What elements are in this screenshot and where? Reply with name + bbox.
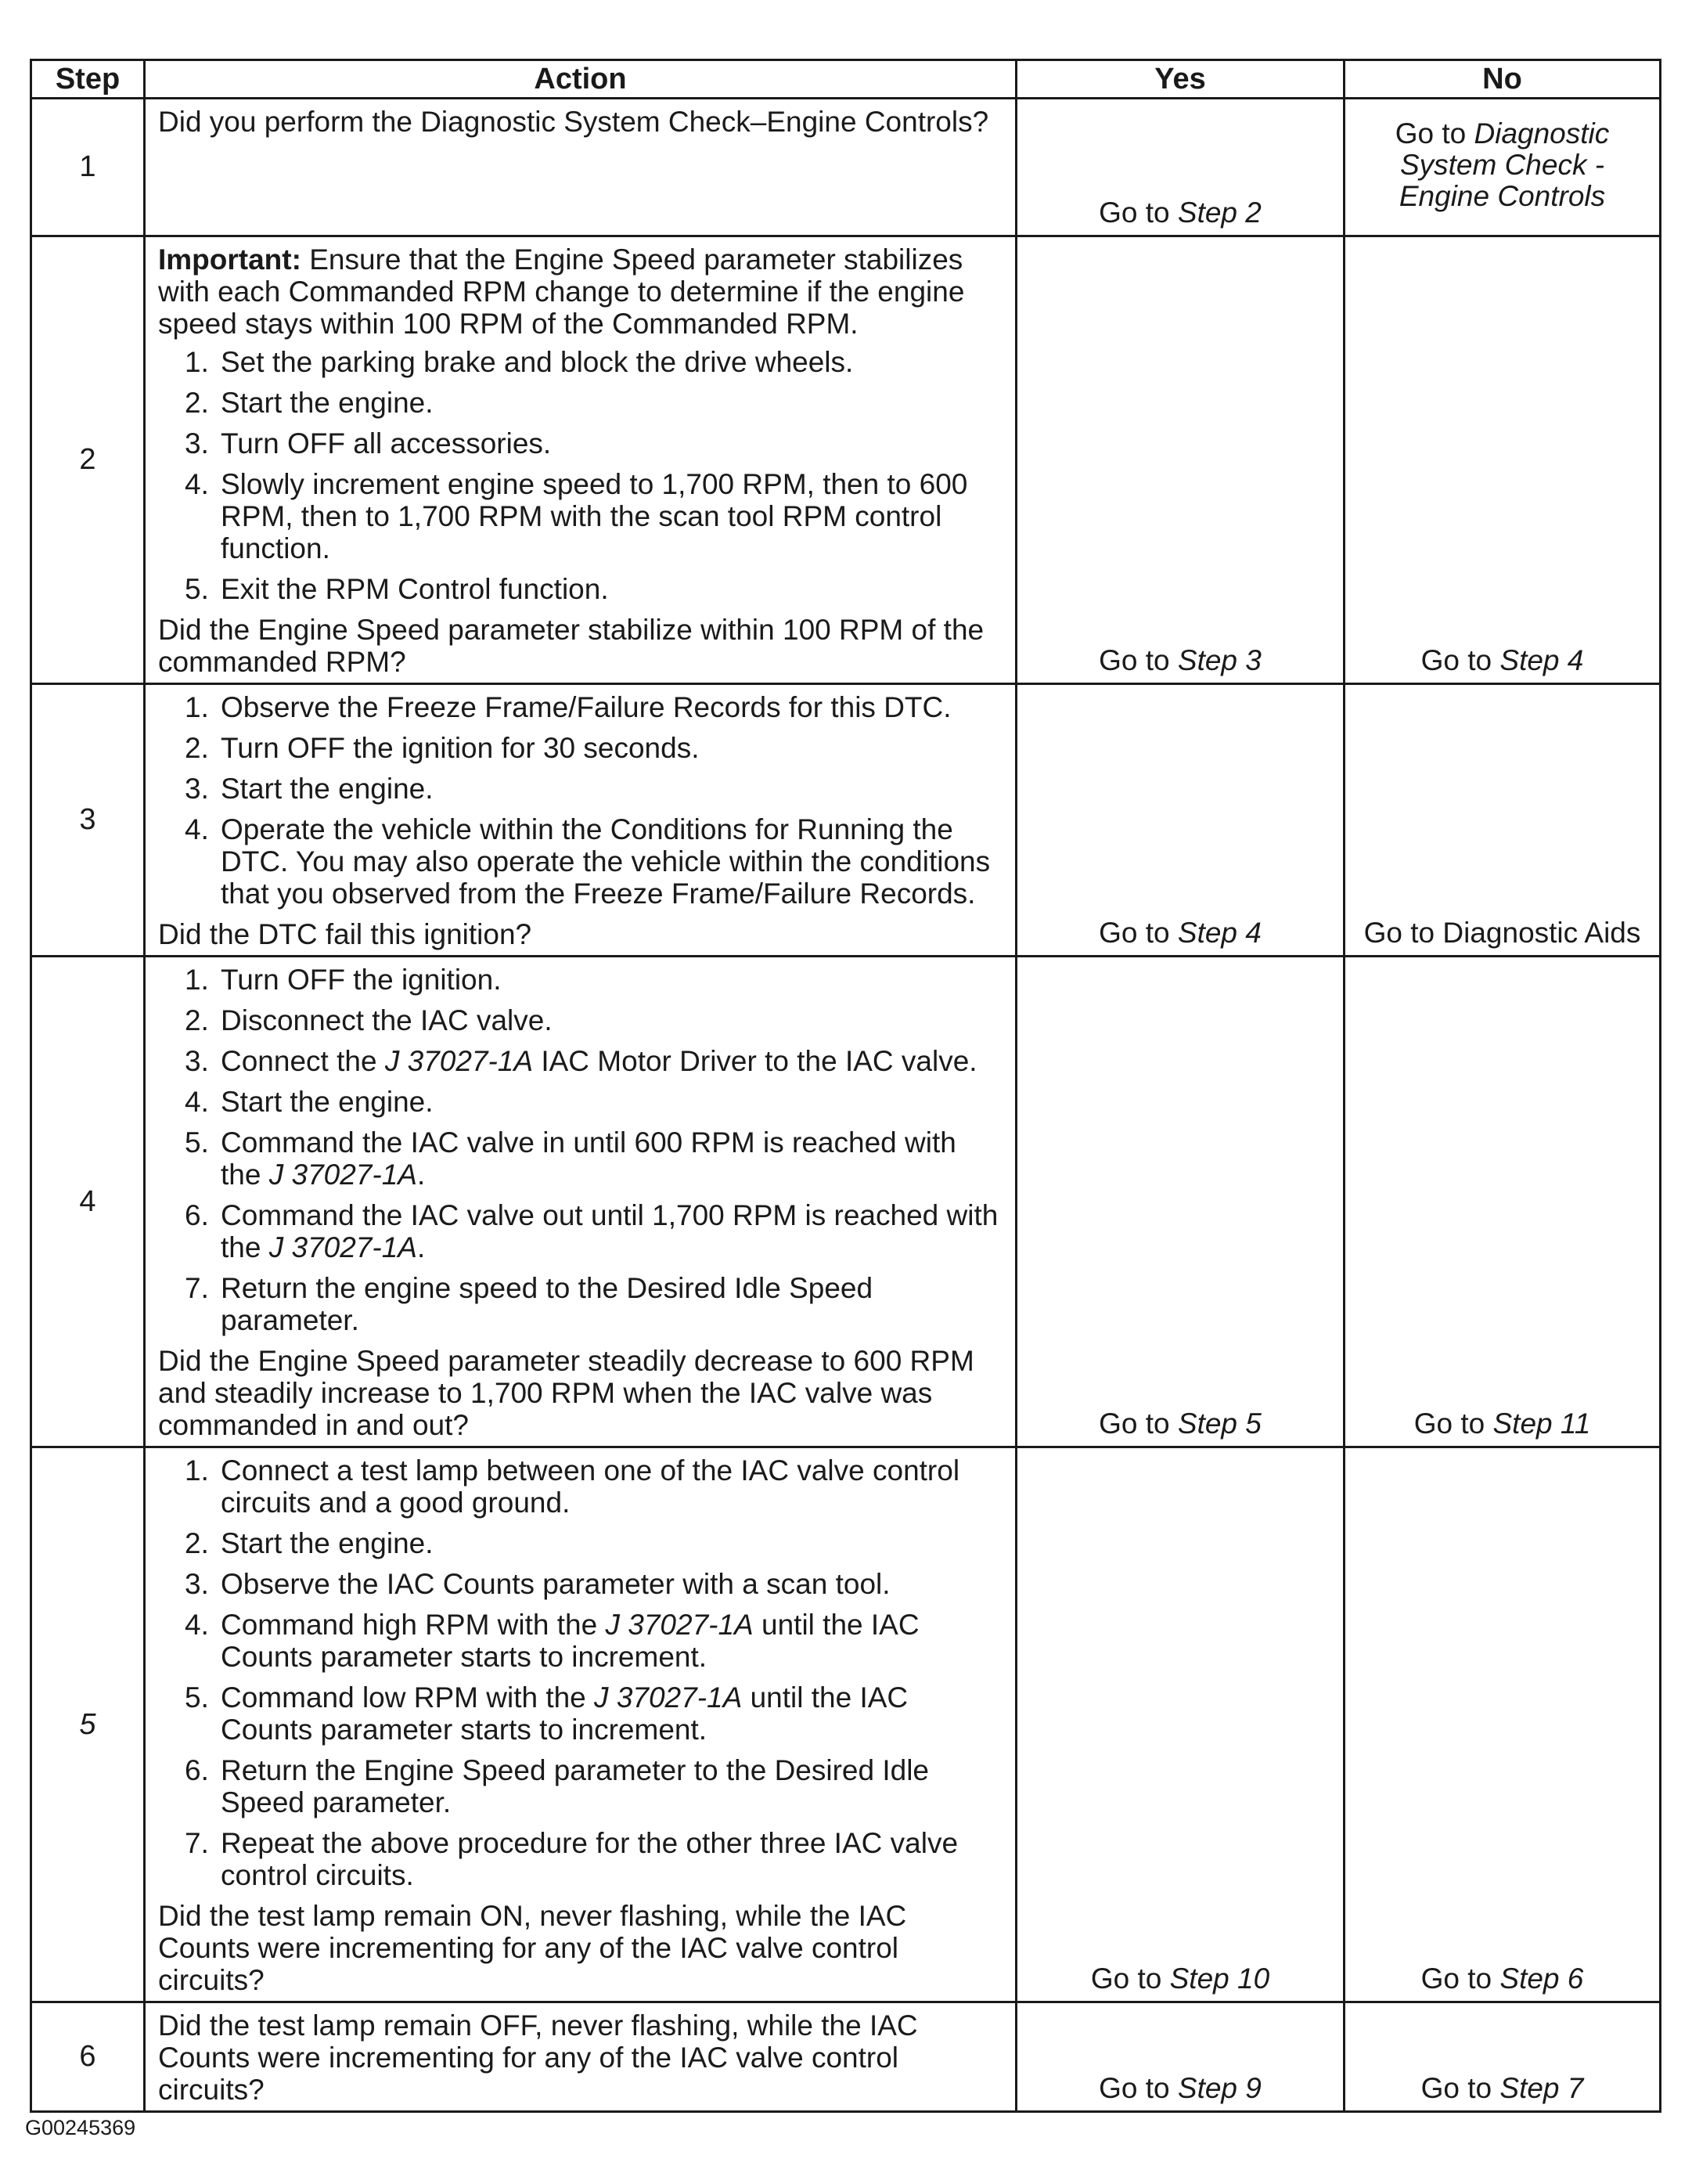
list-item: 3. Turn OFF all accessories. [185, 427, 552, 460]
action-cell [145, 684, 1017, 957]
list-item: 1. Observe the Freeze Frame/Failure Records for this DTC. [185, 691, 952, 723]
important-text: Ensure that the Engine Speed parameter stabilizes with each Commanded RPM change to determine if the engine speed stays within 100 RPM of the Commanded RPM. [158, 243, 965, 340]
yes-cell [1017, 99, 1345, 236]
list-item: 5. Command low RPM with the J 37027-1A until the IAC Counts parameter starts to increment. [185, 1681, 909, 1746]
table-row [31, 2002, 1661, 2112]
header-no: No [1345, 60, 1661, 99]
list-item: 3. Connect the J 37027-1A IAC Motor Driver to the IAC valve. [185, 1045, 977, 1077]
no-cell: Go to Step 4 [1345, 236, 1661, 684]
yes-step-link[interactable]: Step 10 [1169, 1962, 1270, 1995]
question-text: Did the test lamp remain ON, never flashing, while the IAC Counts were incrementing for any of the IAC valve control circuits? [158, 1900, 907, 1996]
no-cell [1345, 99, 1661, 236]
yes-cell: Go to Step 10 [1017, 1447, 1345, 2002]
table-row [31, 1447, 1661, 2002]
figure-id: G00245369 [25, 2116, 136, 2139]
question-text: Did the Engine Speed parameter steadily decrease to 600 RPM and steadily increase to 1,700 RPM when the IAC valve was commanded in and out? [158, 1345, 974, 1441]
list-item: 4. Slowly increment engine speed to 1,700 RPM, then to 600 RPM, then to 1,700 RPM with the scan tool RPM control function. [185, 468, 968, 564]
yes-cell: Go to Step 4 [1017, 684, 1345, 957]
yes-cell: Go to Step 9 [1017, 2002, 1345, 2112]
procedure-list [158, 964, 1001, 1336]
no-step-link[interactable]: Step 11 [1492, 1407, 1591, 1440]
important-note [158, 243, 1001, 340]
list-item: 1. Turn OFF the ignition. [185, 964, 502, 996]
question-text: Did the Engine Speed parameter stabilize within 100 RPM of the commanded RPM? [158, 614, 985, 678]
yes-step-link[interactable]: Step 9 [1177, 2072, 1262, 2104]
no-cell: Go to Step 6 [1345, 1447, 1661, 2002]
table-row [31, 684, 1661, 957]
action-cell [145, 1447, 1017, 2002]
action-cell [145, 957, 1017, 1447]
important-label: Important: [158, 243, 301, 276]
list-item: 5. Command the IAC valve in until 600 RPM is reached with the J 37027-1A. [185, 1126, 956, 1191]
no-cell [1345, 684, 1661, 957]
no-step-link[interactable]: Step 7 [1499, 2072, 1584, 2104]
table-row [31, 99, 1661, 236]
table-row [31, 957, 1661, 1447]
question-text: Did you perform the Diagnostic System Check–Engine Controls? [158, 106, 989, 138]
list-item: 2. Disconnect the IAC valve. [185, 1004, 553, 1036]
list-item: 1. Connect a test lamp between one of the IAC valve control circuits and a good ground. [185, 1454, 960, 1519]
question-text: Did the test lamp remain OFF, never flashing, while the IAC Counts were incrementing for any of the IAC valve control circuits? [158, 2009, 918, 2106]
list-item: 4. Operate the vehicle within the Conditions for Running the DTC. You may also operate the vehicle within the conditions that you observed from the Freeze Frame/Failure Records. [185, 813, 991, 910]
list-item: 4. Start the engine. [185, 1086, 434, 1118]
step-number: 6 [31, 2002, 145, 2112]
list-item: 4. Command high RPM with the J 37027-1A until the IAC Counts parameter starts to increment. [185, 1609, 920, 1673]
list-item: 2. Turn OFF the ignition for 30 seconds. [185, 732, 700, 764]
list-item: 3. Observe the IAC Counts parameter with a scan tool. [185, 1568, 891, 1600]
yes-prefix: Go to [1099, 196, 1178, 229]
list-item: 2. Start the engine. [185, 387, 434, 419]
yes-cell: Go to Step 3 [1017, 236, 1345, 684]
action-cell [145, 2002, 1017, 2112]
yes-step-link[interactable]: Step 5 [1177, 1407, 1262, 1440]
yes-cell: Go to Step 5 [1017, 957, 1345, 1447]
no-link-diagnostic-aids[interactable]: Go to Diagnostic Aids [1363, 917, 1641, 949]
step-number: 5 [31, 1447, 145, 2002]
yes-step-link[interactable]: Step 3 [1177, 644, 1262, 676]
list-item: 1. Set the parking brake and block the drive wheels. [185, 346, 854, 378]
list-item: 6. Command the IAC valve out until 1,700 RPM is reached with the J 37027-1A. [185, 1199, 999, 1263]
action-cell [145, 236, 1017, 684]
no-link-diagnostic-system-check[interactable]: Diagnostic System Check - Engine Controls [1399, 117, 1610, 212]
procedure-list [158, 1454, 1001, 1891]
step-number: 1 [31, 99, 145, 236]
no-cell: Go to Step 7 [1345, 2002, 1661, 2112]
diagnostic-table-sheet [30, 59, 1659, 2113]
diagnostic-table [30, 59, 1661, 2113]
question-text: Did the DTC fail this ignition? [158, 918, 532, 950]
tool-reference: J 37027-1A [594, 1681, 743, 1714]
tool-reference: J 37027-1A [268, 1159, 417, 1191]
list-item: 2. Start the engine. [185, 1527, 434, 1559]
procedure-list [158, 346, 1001, 605]
yes-step-link[interactable]: Step 4 [1177, 917, 1262, 949]
list-item: 3. Start the engine. [185, 773, 434, 805]
procedure-list [158, 691, 1001, 910]
no-step-link[interactable]: Step 4 [1499, 644, 1584, 676]
list-item: 7. Return the engine speed to the Desired Idle Speed parameter. [185, 1272, 873, 1336]
step-number: 3 [31, 684, 145, 957]
no-step-link[interactable]: Step 6 [1499, 1962, 1584, 1995]
table-row [31, 236, 1661, 684]
header-step: Step [31, 60, 145, 99]
tool-reference: J 37027-1A [268, 1231, 417, 1263]
yes-step-link[interactable]: Step 2 [1177, 196, 1262, 229]
tool-reference: J 37027-1A [384, 1045, 534, 1077]
list-item: 6. Return the Engine Speed parameter to the Desired Idle Speed parameter. [185, 1754, 930, 1818]
tool-reference: J 37027-1A [605, 1609, 754, 1641]
table-header-row [31, 60, 1661, 99]
header-action: Action [145, 60, 1017, 99]
action-cell [145, 99, 1017, 236]
no-prefix: Go to [1395, 117, 1474, 150]
list-item: 7. Repeat the above procedure for the other three IAC valve control circuits. [185, 1827, 959, 1891]
list-item: 5. Exit the RPM Control function. [185, 573, 609, 605]
step-number: 2 [31, 236, 145, 684]
no-cell: Go to Step 11 [1345, 957, 1661, 1447]
header-yes: Yes [1017, 60, 1345, 99]
step-number: 4 [31, 957, 145, 1447]
